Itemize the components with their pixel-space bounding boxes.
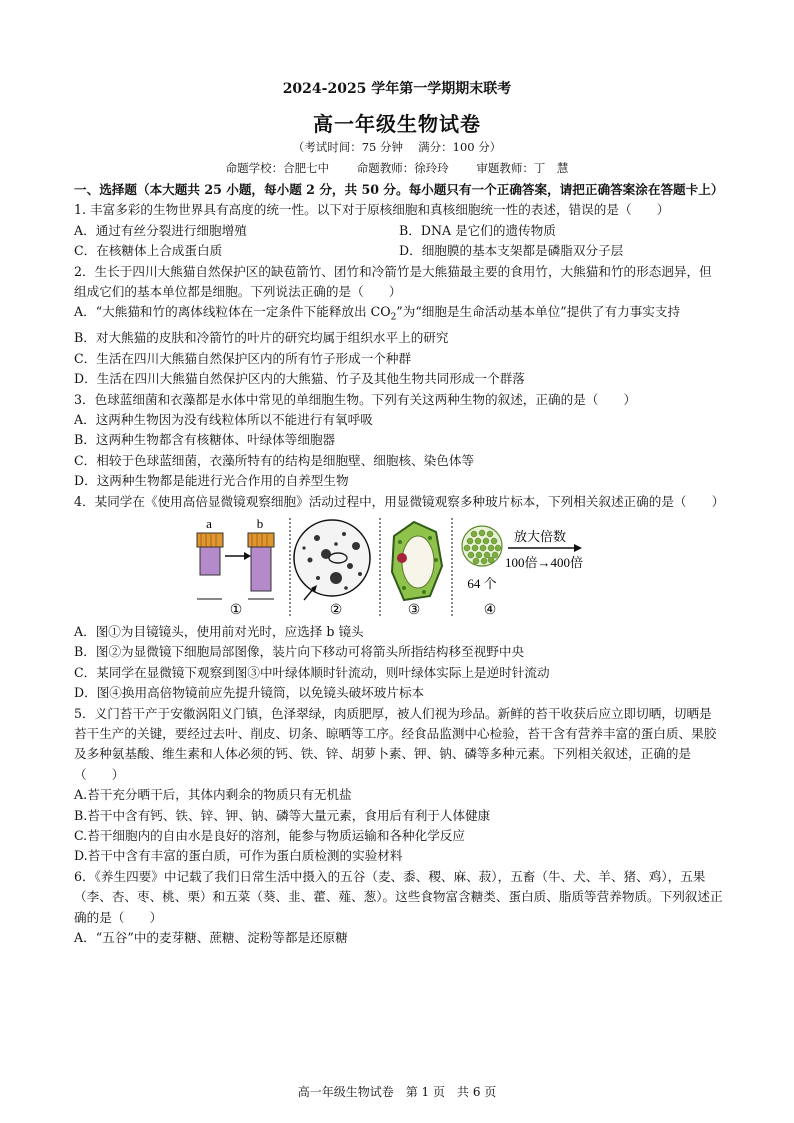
q3-option-b: B．这两种生物都含有核糖体、叶绿体等细胞器 bbox=[74, 432, 336, 448]
exam-authors bbox=[0, 160, 794, 176]
question-4-stem: 4．某同学在《使用高倍显微镜观察细胞》活动过程中，用显微镜观察多种玻片标本，下列相关叙述正确的是（ ） bbox=[74, 493, 725, 509]
question-3-stem: 3．色球蓝细菌和衣藻都是水体中常见的单细胞生物。下列有关这两种生物的叙述，正确的是（ ） bbox=[74, 391, 637, 407]
q5-option-d: D.苔干中含有丰富的蛋白质，可作为蛋白质检测的实验材料 bbox=[74, 848, 403, 864]
exam-header: 2024-2025 学年第一学期期末联考 bbox=[282, 81, 512, 97]
question-body bbox=[74, 180, 724, 949]
page-footer: 高一年级生物试卷 第 1 页 共 6 页 bbox=[297, 1085, 497, 1099]
plant-cell-panel bbox=[392, 522, 442, 618]
q4-option-c: C．某同学在显微镜下观察到图③中叶绿体顺时针流动，则叶绿体实际上是逆时针流动 bbox=[74, 664, 550, 680]
q3-option-a: A．这两种生物因为没有线粒体所以不能进行有氧呼吸 bbox=[74, 411, 373, 427]
magnification-label: 放大倍数 bbox=[513, 529, 567, 545]
microscope-figure bbox=[74, 516, 724, 620]
reviewer-label: 审题教师：丁 慧 bbox=[476, 161, 569, 175]
teacher-label: 命题教师：徐玲玲 bbox=[356, 161, 449, 175]
cell-count-label: 64 个 bbox=[467, 576, 497, 592]
lens-b bbox=[248, 533, 274, 591]
question-1-options-row2 bbox=[74, 241, 724, 261]
q6-option-a: A．“五谷”中的麦芽糖、蔗糖、淀粉等都是还原糖 bbox=[74, 930, 348, 946]
q1-option-a: A．通过有丝分裂进行细胞增殖 bbox=[74, 222, 247, 238]
q1-option-c: C．在核糖体上合成蛋白质 bbox=[74, 243, 223, 259]
q4-option-a: A．图①为目镜镜头，使用前对光时，应选择 b 镜头 bbox=[74, 624, 364, 640]
lens-a bbox=[197, 533, 223, 575]
school-label: 命题学校：合肥七中 bbox=[225, 161, 330, 175]
question-2-stem: 2．生长于四川大熊猫自然保护区的缺苞箭竹、团竹和冷箭竹是大熊猫最主要的食用竹，大熊猫和竹的形态迥异，但组成它们的基本单位都是细胞。下列说法正确的是（ ） bbox=[74, 263, 712, 300]
field-of-view-panel bbox=[294, 520, 370, 618]
q2-option-c: C．生活在四川大熊猫自然保护区内的所有竹子形成一个种群 bbox=[74, 350, 412, 366]
q2-option-d: D．生活在四川大熊猫自然保护区内的大熊猫、竹子及其他生物共同形成一个群落 bbox=[74, 371, 525, 387]
question-5-stem: 5．义门苔干产于安徽涡阳义门镇，色泽翠绿，肉质肥厚，被人们视为珍品。新鲜的苔干收获后应立即切晒，切晒是苔干生产的关键，要经过去叶、削皮、切条、晾晒等工序。经食品监测中心检验，苔干含有营养丰富的蛋白质、果胶及多种氨基酸、维生素和人体必须的钙、铁、锌、胡萝卜素、钾、钠、磷等多种元素。下列相关叙述，正确的是（ ） bbox=[74, 705, 717, 782]
lens-a-label: a bbox=[206, 516, 212, 532]
question-6-stem: 6．《养生四要》中记载了我们日常生活中摄入的五谷（麦、黍、稷、麻、菽），五畜（牛、犬、羊、猪、鸡），五果（李、杏、枣、桃、栗）和五菜（葵、韭、藿、薤、葱）。这些食物富含糖类、蛋白质、脂质等营养物质。下列叙述正确的是（ ） bbox=[74, 868, 723, 925]
figure-number-3: ③ bbox=[407, 602, 421, 619]
q2-option-a-text1: A．“大熊猫和竹的离体线粒体在一定条件下能释放出 CO bbox=[74, 304, 391, 320]
section-heading: 一、选择题（本大题共 25 小题，每小题 2 分，共 50 分。每小题只有一个正确答案，请把正确答案涂在答题卡上） bbox=[74, 182, 724, 197]
q1-option-d: D．细胞膜的基本支架都是磷脂双分子层 bbox=[399, 243, 624, 259]
lens-b-label: b bbox=[256, 516, 264, 532]
q2-option-a bbox=[74, 302, 724, 328]
q5-option-c: C.苔干细胞内的自由水是良好的溶剂，能参与物质运输和各种化学反应 bbox=[74, 828, 466, 844]
figure-number-1: ① bbox=[229, 602, 243, 619]
magnification-change: 100倍→400倍 bbox=[504, 555, 584, 571]
q2-option-a-text2: ”为“细胞是生命活动基本单位”提供了有力事实支持 bbox=[396, 304, 681, 320]
q4-option-b: B．图②为显微镜下细胞局部图像，装片向下移动可将箭头所指结构移至视野中央 bbox=[74, 644, 525, 660]
question-1-stem: 1. 丰富多彩的生物世界具有高度的统一性。以下对于原核细胞和真核细胞统一性的表述，错误的是（ ） bbox=[74, 202, 670, 218]
q3-option-c: C．相较于色球蓝细菌，衣藻所特有的结构是细胞壁、细胞核、染色体等 bbox=[74, 452, 475, 468]
q1-option-b: B．DNA 是它们的遗传物质 bbox=[399, 222, 556, 238]
q2-option-a-sub: 2 bbox=[390, 312, 397, 323]
cell-count-panel bbox=[462, 526, 583, 618]
microscope-figure-svg bbox=[74, 516, 724, 620]
figure-number-2: ② bbox=[329, 602, 343, 619]
q5-option-b: B.苔干中含有钙、铁、锌、钾、钠、磷等大量元素，食用后有利于人体健康 bbox=[74, 807, 491, 823]
q3-option-d: D．这两种生物都是能进行光合作用的自养型生物 bbox=[74, 473, 349, 489]
page-title: 高一年级生物试卷 bbox=[313, 112, 481, 136]
arrow-icon bbox=[225, 552, 251, 560]
q5-option-a: A.苔干充分晒干后，其体内剩余的物质只有无机盐 bbox=[74, 787, 352, 803]
q2-option-b: B．对大熊猫的皮肤和冷箭竹的叶片的研究均属于组织水平上的研究 bbox=[74, 330, 449, 346]
q4-option-d: D．图④换用高倍物镜前应先提升镜筒，以免镜头破坏玻片标本 bbox=[74, 685, 425, 701]
exam-time-score: （考试时间：75 分钟 满分：100 分） bbox=[292, 140, 502, 154]
question-1-options-row1 bbox=[74, 221, 724, 241]
lens-panel bbox=[197, 516, 274, 618]
figure-number-4: ④ bbox=[483, 602, 497, 619]
